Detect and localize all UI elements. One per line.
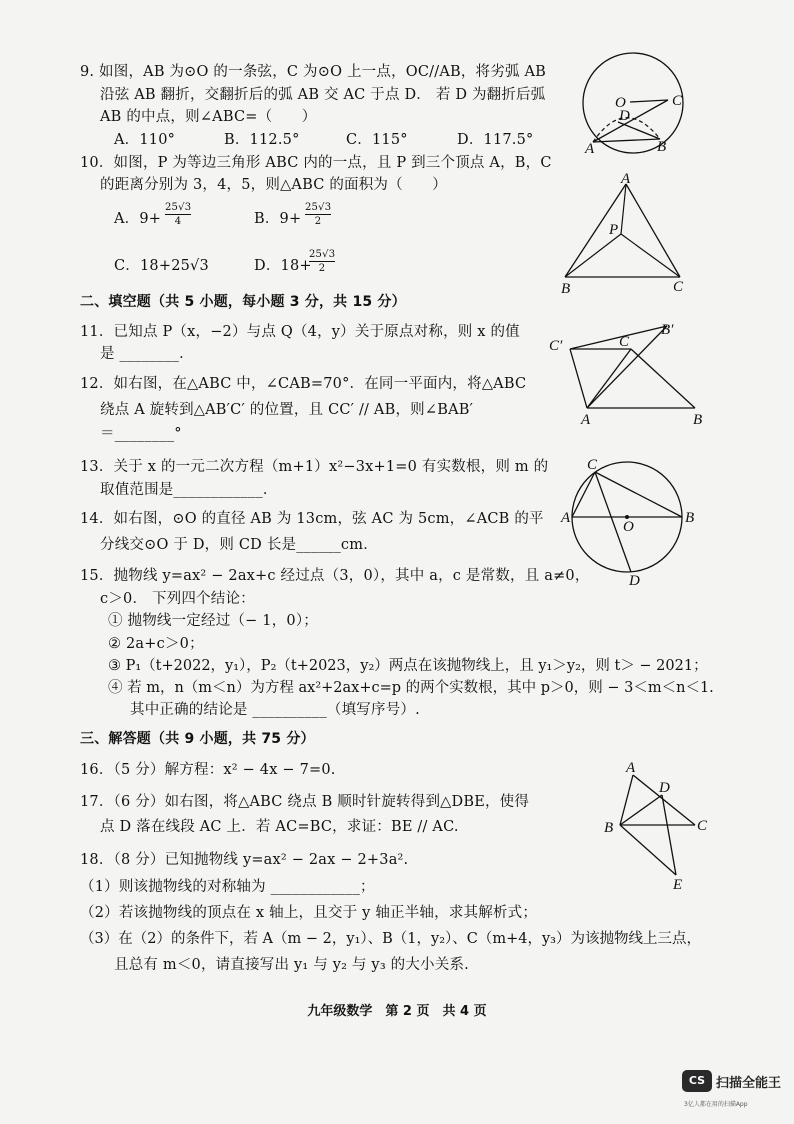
q10-line2: 的距离分别为 3，4，5，则△ABC 的面积为（ ） <box>100 177 447 193</box>
q10-label-p: P <box>609 222 619 238</box>
q15-item1: ① 抛物线一定经过（− 1，0）； <box>108 613 318 629</box>
q10-option-a-prefix: A．9+ <box>114 211 162 227</box>
q9-option-c: C．115° <box>346 132 408 148</box>
q10-option-b-prefix: B．9+ <box>254 211 302 227</box>
q11-line1: 11．已知点 P（x，−2）与点 Q（4，y）关于原点对称，则 x 的值 <box>80 324 520 340</box>
q9-line3: AB 的中点，则∠ABC=（ ） <box>100 109 317 125</box>
q12-line2: 绕点 A 旋转到△AB′C′ 的位置，且 CC′ // AB，则∠BAB′ <box>100 402 474 418</box>
q10-option-a <box>114 212 161 227</box>
q9-label-d: D <box>619 108 630 124</box>
scanner-app-logo <box>682 1070 792 1116</box>
q12-line3: ＝________° <box>100 426 182 442</box>
q17-line2: 点 D 落在线段 AC 上．若 AC=BC，求证：BE // AC. <box>100 819 459 835</box>
q9-label-b: B <box>657 139 667 155</box>
q16-text: 16．（5 分）解方程：x² − 4x − 7=0. <box>80 762 336 778</box>
q17-figure <box>600 757 715 892</box>
q17-label-b: B <box>604 820 614 836</box>
q10-figure <box>555 172 700 300</box>
q10-option-a-fraction <box>165 203 191 227</box>
q17-label-d: D <box>659 780 670 796</box>
q14-label-o: O <box>623 519 634 535</box>
q17-label-c: C <box>697 818 708 834</box>
q15-item4: ④ 若 m，n（m＜n）为方程 ax²+2ax+c=p 的两个实数根，其中 p＞0，则 − 3＜m＜n＜1. <box>108 680 714 696</box>
q10-option-d <box>254 259 312 274</box>
q15-item2: ② 2a+c＞0； <box>108 636 204 652</box>
q14-label-d: D <box>629 573 640 587</box>
q10-option-d-fraction <box>309 250 335 274</box>
q10-option-b <box>254 212 301 227</box>
q10-label-c: C <box>673 279 684 295</box>
section-fill-in-heading: 二、填空题（共 5 小题，每小题 3 分，共 15 分） <box>80 294 406 310</box>
scanner-logo-name: 扫描全能王 <box>716 1076 782 1091</box>
q9-label-c: C <box>672 93 683 109</box>
q18-line1: 18．（8 分）已知抛物线 y=ax² − 2ax − 2+3a². <box>80 852 409 868</box>
q12-label-b: B <box>693 412 703 428</box>
q10-label-b: B <box>561 281 571 297</box>
q13-line2: 取值范围是____________． <box>100 482 278 498</box>
q9-label-a: A <box>585 141 595 157</box>
q14-line1: 14．如右图，⊙O 的直径 AB 为 13cm，弦 AC 为 5cm，∠ACB 的平 <box>80 511 544 527</box>
q10-option-b-numerator: 25√3 <box>305 202 332 213</box>
q15-conclusion: 其中正确的结论是 __________（填写序号）. <box>130 702 420 718</box>
scanner-logo-tagline: 3亿人都在用的扫描App <box>684 1101 748 1108</box>
q12-figure <box>545 316 715 431</box>
q12-label-c-prime: C′ <box>549 338 563 354</box>
q9-line1: 9. 如图，AB 为⊙O 的一条弦，C 为⊙O 上一点，OC//AB，将劣弧 AB <box>80 64 546 80</box>
q9-figure <box>575 45 695 160</box>
q11-line2: 是 ________． <box>100 346 194 362</box>
q14-figure <box>557 452 702 587</box>
page-footer: 九年级数学 第 2 页 共 4 页 <box>307 1004 487 1019</box>
q9-option-a: A．110° <box>114 132 176 148</box>
scanner-logo-icon: CS <box>682 1070 712 1092</box>
q9-option-b: B．112.5° <box>224 132 300 148</box>
q10-option-d-prefix: D．18+ <box>254 258 312 274</box>
q9-label-o: O <box>615 95 626 111</box>
q18-part1: （1）则该抛物线的对称轴为 ____________； <box>80 879 375 895</box>
q12-label-a: A <box>581 412 591 428</box>
q15-line1: 15．抛物线 y=ax² − 2ax+c 经过点（3，0），其中 a，c 是常数，且 a≠0， <box>80 568 590 584</box>
q17-line1: 17．（6 分）如右图，将△ABC 绕点 B 顺时针旋转得到△DBE，使得 <box>80 794 530 810</box>
q14-label-b: B <box>685 510 695 526</box>
q10-option-a-numerator: 25√3 <box>165 202 192 213</box>
q18-part3: （3）在（2）的条件下，若 A（m − 2，y₁）、B（1，y₂）、C（m+4，y₃）为该抛物线上三点， <box>80 931 701 947</box>
q10-option-a-denominator: 4 <box>174 216 182 227</box>
q14-line2: 分线交⊙O 于 D，则 CD 长是______cm． <box>100 537 378 553</box>
q12-line1: 12．如右图，在△ABC 中，∠CAB=70°．在同一平面内，将△ABC <box>80 376 527 392</box>
q12-label-b-prime: B′ <box>661 322 674 338</box>
q10-line1: 10．如图，P 为等边三角形 ABC 内的一点，且 P 到三个顶点 A，B，C <box>80 155 552 171</box>
q10-option-d-denominator: 2 <box>318 263 326 274</box>
q10-option-d-numerator: 25√3 <box>309 249 336 260</box>
q17-label-e: E <box>673 877 683 892</box>
q9-option-d: D．117.5° <box>457 132 534 148</box>
q10-option-c: C．18+25√3 <box>114 258 209 274</box>
q13-line1: 13．关于 x 的一元二次方程（m+1）x²−3x+1=0 有实数根，则 m 的 <box>80 459 549 475</box>
q18-part3-cont: 且总有 m＜0，请直接写出 y₁ 与 y₂ 与 y₃ 的大小关系. <box>114 957 469 973</box>
q12-label-c: C <box>619 334 630 350</box>
q15-item3: ③ P₁（t+2022，y₁），P₂（t+2023，y₂）两点在该抛物线上，且 y₁＞y₂，则 t＞ − 2021； <box>108 658 708 674</box>
q10-label-a: A <box>621 172 631 187</box>
q9-line2: 沿弦 AB 翻折，交翻折后的弧 AB 交 AC 于点 D． 若 D 为翻折后弧 <box>100 87 546 103</box>
q10-option-b-denominator: 2 <box>314 216 322 227</box>
q14-label-a: A <box>561 510 571 526</box>
q17-label-a: A <box>626 760 636 776</box>
q14-label-c: C <box>587 457 598 473</box>
q15-line2: c＞0． 下列四个结论： <box>100 591 255 607</box>
section-answer-heading: 三、解答题（共 9 小题，共 75 分） <box>80 731 315 747</box>
q18-part2: （2）若该抛物线的顶点在 x 轴上，且交于 y 轴正半轴，求其解析式； <box>80 905 538 921</box>
q10-option-b-fraction <box>305 203 331 227</box>
